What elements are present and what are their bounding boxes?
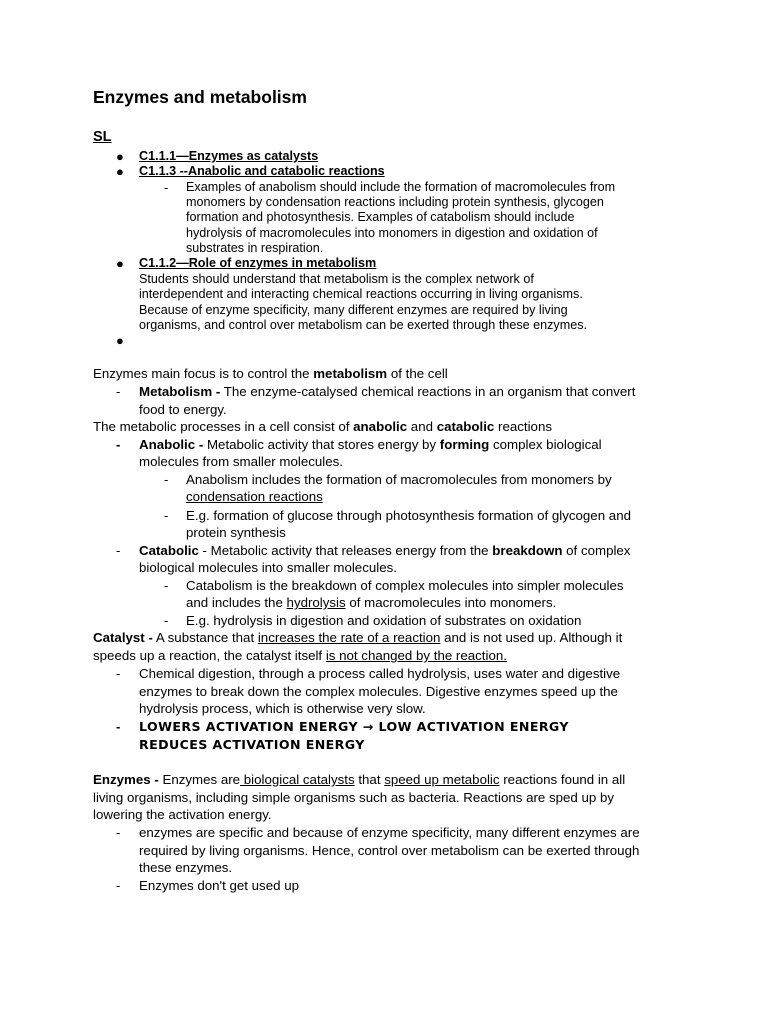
- metabolism-definition: food to energy.: [139, 402, 227, 417]
- catabolic-example: E.g. hydrolysis in digestion and oxidation of substrates on oxidation: [186, 613, 582, 628]
- catalyst-definition: Catalyst - A substance that increases the rate of a reaction and is not used up. Although it: [93, 630, 623, 645]
- objective-text: Students should understand that metabolism is the complex network of: [139, 272, 534, 286]
- objective-text: Examples of anabolism should include the formation of macromolecules from: [186, 180, 616, 194]
- dash-marker: -: [164, 578, 169, 593]
- bullet-marker: ●: [116, 256, 124, 271]
- anabolic-note: condensation reactions: [186, 489, 323, 504]
- anabolic-example: E.g. formation of glucose through photosynthesis formation of glycogen and: [186, 508, 631, 523]
- dash-marker: -: [116, 878, 121, 893]
- dash-marker: -: [116, 384, 121, 399]
- dash-marker: -: [164, 613, 169, 628]
- catalyst-definition: speeds up a reaction, the catalyst itself is not changed by the reaction.: [93, 648, 507, 663]
- dash-marker: -: [116, 719, 121, 734]
- enzymes-definition: lowering the activation energy.: [93, 807, 272, 822]
- bullet-marker: ●: [116, 149, 124, 164]
- anabolic-example: protein synthesis: [186, 525, 286, 540]
- digestion-note: hydrolysis process, which is otherwise very slow.: [139, 701, 426, 716]
- processes-line: The metabolic processes in a cell consist of anabolic and catabolic reactions: [93, 419, 552, 434]
- objective-heading: C1.1.1—Enzymes as catalysts: [139, 149, 319, 163]
- enzymes-definition: living organisms, including simple organisms such as bacteria. Reactions are sped up by: [93, 790, 615, 805]
- dash-marker: -: [116, 543, 121, 558]
- dash-marker: -: [164, 508, 169, 523]
- bullet-marker: ●: [116, 333, 124, 348]
- digestion-note: enzymes to break down the complex molecules. Digestive enzymes speed up the: [139, 684, 618, 699]
- specificity-note: enzymes are specific and because of enzyme specificity, many different enzymes are: [139, 825, 640, 840]
- dash-marker: -: [116, 825, 121, 840]
- dash-marker: -: [116, 437, 121, 452]
- objective-text: substrates in respiration.: [186, 241, 324, 255]
- objective-heading: C1.1.3 --Anabolic and catabolic reactions: [139, 164, 385, 178]
- objective-text: organisms, and control over metabolism can be exerted through these enzymes.: [139, 318, 588, 332]
- dash-marker: -: [164, 180, 169, 195]
- specificity-note: required by living organisms. Hence, control over metabolism can be exerted through: [139, 843, 640, 858]
- dash-marker: -: [164, 472, 169, 487]
- objective-text: formation and photosynthesis. Examples of catabolism should include: [186, 210, 575, 224]
- objective-text: Because of enzyme specificity, many different enzymes are required by living: [139, 303, 568, 317]
- anabolic-definition: Anabolic - Metabolic activity that stores energy by forming complex biological: [139, 437, 602, 452]
- enzymes-definition: Enzymes - Enzymes are biological catalysts that speed up metabolic reactions found in all: [93, 772, 626, 787]
- objective-heading: C1.1.2—Role of enzymes in metabolism: [139, 256, 377, 270]
- digestion-note: Chemical digestion, through a process called hydrolysis, uses water and digestive: [139, 666, 621, 681]
- objective-text: hydrolysis of macromolecules into monomers in digestion and oxidation of: [186, 226, 598, 240]
- specificity-note: these enzymes.: [139, 860, 233, 875]
- anabolic-definition: molecules from smaller molecules.: [139, 454, 343, 469]
- catabolic-note: Catabolism is the breakdown of complex molecules into simpler molecules: [186, 578, 624, 593]
- catabolic-definition: biological molecules into smaller molecules.: [139, 560, 397, 575]
- metabolism-definition: Metabolism - The enzyme-catalysed chemical reactions in an organism that convert: [139, 384, 636, 399]
- section-heading: SL: [93, 129, 112, 145]
- dash-marker: -: [116, 666, 121, 681]
- anabolic-note: Anabolism includes the formation of macromolecules from monomers by: [186, 472, 612, 487]
- objective-text: interdependent and interacting chemical reactions occurring in living organisms.: [139, 287, 583, 301]
- bullet-marker: ●: [116, 164, 124, 179]
- page-title: Enzymes and metabolism: [93, 87, 307, 107]
- objective-text: monomers by condensation reactions including protein synthesis, glycogen: [186, 195, 604, 209]
- intro-line: Enzymes main focus is to control the metabolism of the cell: [93, 366, 448, 381]
- catabolic-definition: Catabolic - Metabolic activity that releases energy from the breakdown of complex: [139, 543, 631, 558]
- catabolic-note: and includes the hydrolysis of macromolecules into monomers.: [186, 595, 557, 610]
- activation-energy-note: LOWERS ACTIVATION ENERGY → LOW ACTIVATION ENERGY: [139, 719, 569, 734]
- activation-energy-note: REDUCES ACTIVATION ENERGY: [139, 737, 365, 752]
- not-used-up-note: Enzymes don't get used up: [139, 878, 299, 893]
